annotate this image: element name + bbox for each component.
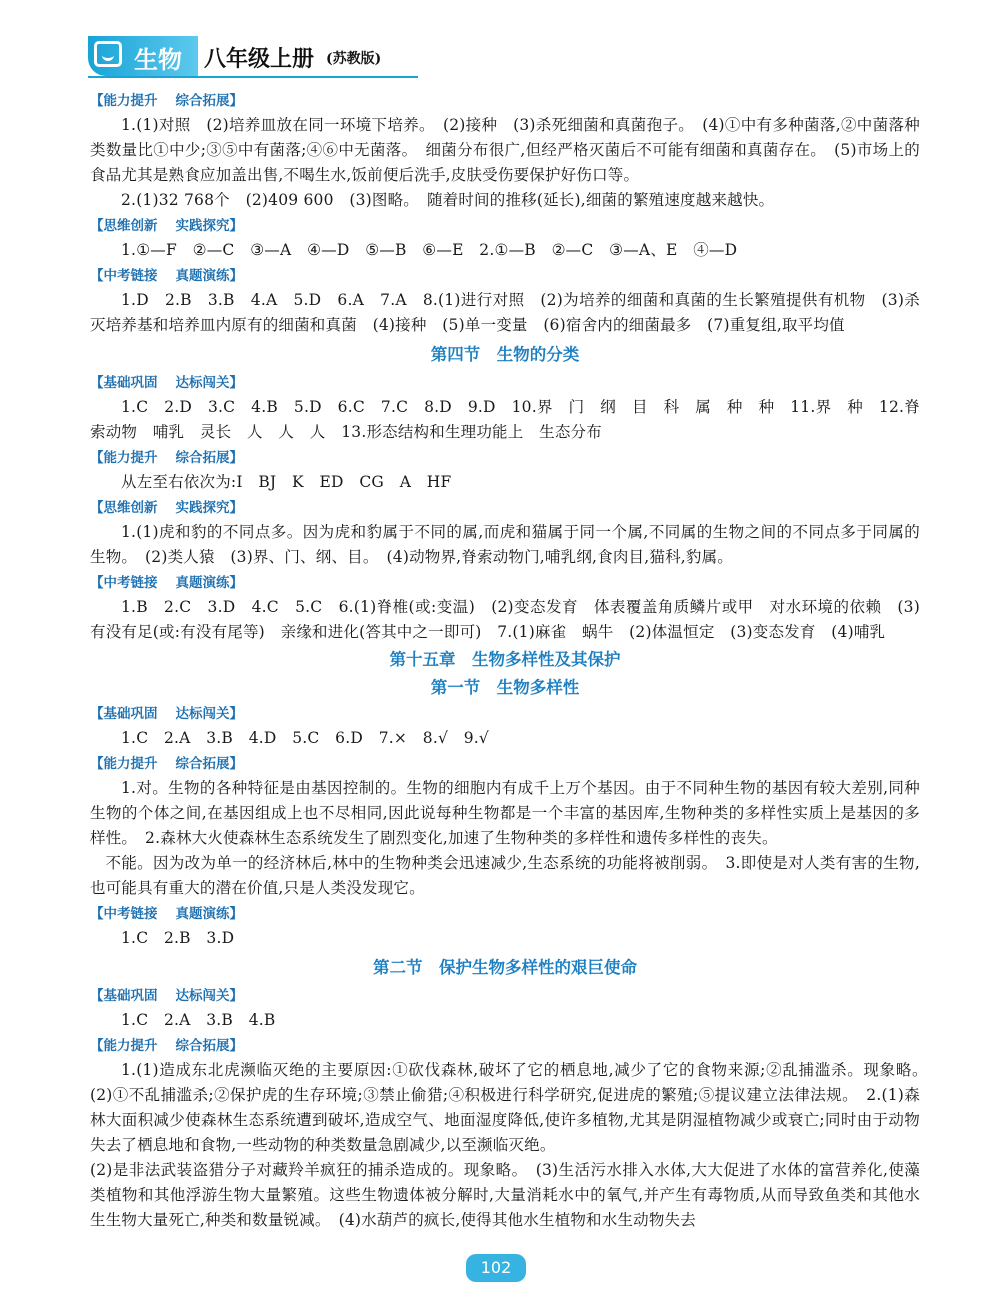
grade-label: 八年级上册 [204,46,315,72]
book-icon [94,41,122,67]
answer-paragraph: 从左至右依次为:I BJ K ED CG A HF [121,473,452,491]
section-tag-part-b: 综合拓展 [175,756,230,772]
section-tag-part-a: 能力提升 [103,756,158,772]
answer-paragraph: 1.(1)造成东北虎濒临灭绝的主要原因:①砍伐森林,破坏了它的栖息地,减少了它的食物来源;②乱捕滥杀。现象略。 (2)①不乱捕滥杀;②保护虎的生存环境;③禁止偷猎;④积极进行科学研究,促进虎的繁殖;⑤提议建立法律法规。 2.(1)森林大面积减少使森林生态系统遭到破坏,造成空气、地面湿度降低,使许多植物,尤其是阴湿植物减少或衰亡;同时由于动物失去了栖息地和食物,一些动物的种类数量急剧减少,以至濒临灭绝。 [90,1061,936,1154]
subject-label: 生物 [134,46,182,74]
page-header [0,14,520,74]
answer-paragraph: 1.D 2.B 3.B 4.A 5.D 6.A 7.A 8.(1)进行对照 (2)为培养的细菌和真菌的生长繁殖提供有机物 (3)杀灭培养基和培养皿内原有的细菌和真菌 (4)接种 (5)单一变量 (6)宿舍内的细菌最多 (7)重复组,取平均值 [90,291,920,334]
section-tag-part-a: 能力提升 [103,93,158,109]
section-tag: 【基础巩固 达标闯关】 [90,988,243,1004]
section-tag-part-b: 达标闯关 [175,375,230,391]
section-tag-part-a: 中考链接 [103,268,158,284]
section-tag-part-b: 真题演练 [175,575,230,591]
answer-paragraph: 1.C 2.A 3.B 4.D 5.C 6.D 7.× 8.√ 9.√ [121,729,489,747]
section-tag: 【中考链接 真题演练】 [90,906,243,922]
answer-paragraph: 2.(1)32 768个 (2)409 600 (3)图略。 随着时间的推移(延长),细菌的繁殖速度越来越快。 [121,191,775,209]
section-title: 第四节 生物的分类 [430,345,580,364]
answer-paragraph: 1.(1)对照 (2)培养皿放在同一环境下培养。 (2)接种 (3)杀死细菌和真菌孢子。 (4)①中有多种菌落,②中菌落种类数量比①中少;③⑤中有菌落;④⑥中无菌落。 细菌分布很广,但经严格灭菌后不可能有细菌和真菌存在。 (5)市场上的食品尤其是熟食应加盖出售,不喝生水,饭前便后洗手,皮肤受伤要保护好伤口等。 [90,116,920,184]
section-tag-part-b: 真题演练 [175,906,230,922]
answer-content [90,88,936,1233]
section-tag-part-b: 实践探究 [175,218,230,234]
section-tag-part-b: 真题演练 [175,268,230,284]
section-tag-part-a: 思维创新 [103,500,158,516]
section-tag-part-a: 中考链接 [103,906,158,922]
section-tag-part-b: 综合拓展 [175,1038,230,1054]
section-tag: 【基础巩固 达标闯关】 [90,706,243,722]
section-tag-part-a: 能力提升 [103,450,158,466]
answer-paragraph: 不能。因为改为单一的经济林后,林中的生物种类会迅速减少,生态系统的功能将被削弱。 3.即使是对人类有害的生物,也可能具有重大的潜在价值,只是人类没发现它。 [90,854,920,897]
answer-paragraph: 1.对。生物的各种特征是由基因控制的。生物的细胞内有成千上万个基因。由于不同种生物的基因有较大差别,同种生物的个体之间,在基因组成上也不尽相同,因此说每种生物都是一个丰富的基因库,生物种类的多样性实质上是基因的多样性。 2.森林大火使森林生态系统发生了剧烈变化,加速了生物种类的多样性和遗传多样性的丧失。 [90,779,920,847]
header-rule [88,76,418,78]
section-tag-part-a: 基础巩固 [103,375,158,391]
answer-paragraph: 1.C 2.D 3.C 4.B 5.D 6.C 7.C 8.D 9.D 10.界 门 纲 目 科 属 种 种 11.界 种 12.脊索动物 哺乳 灵长 人 人 人 13.形态结构和生理功能上 生态分布 [90,398,920,441]
answer-paragraph: 1.①—F ②—C ③—A ④—D ⑤—B ⑥—E 2.①—B ②—C ③—A、E ④—D [121,241,738,259]
section-tag: 【能力提升 综合拓展】 [90,756,243,772]
edition-label: (苏教版) [326,51,382,67]
section-tag-part-b: 综合拓展 [175,93,230,109]
section-tag-part-a: 基础巩固 [103,706,158,722]
chapter-title: 第十五章 生物多样性及其保护 [389,650,621,669]
section-tag-part-b: 达标闯关 [175,706,230,722]
section-tag: 【思维创新 实践探究】 [90,500,243,516]
section-tag-part-b: 实践探究 [175,500,230,516]
answer-paragraph: 1.C 2.A 3.B 4.B [121,1011,276,1029]
page-number: 102 [466,1254,526,1282]
section-tag: 【思维创新 实践探究】 [90,218,243,234]
section-tag: 【能力提升 综合拓展】 [90,450,243,466]
answer-paragraph: (2)是非法武装盗猎分子对藏羚羊疯狂的捕杀造成的。现象略。 (3)生活污水排入水体,大大促进了水体的富营养化,使藻类植物和其他浮游生物大量繁殖。这些生物遗体被分解时,大量消耗水中的氧气,并产生有毒物质,从而导致鱼类和其他水生生物大量死亡,种类和数量锐减。 (4)水葫芦的疯长,使得其他水生植物和水生动物失去 [90,1161,920,1229]
section-title: 第二节 保护生物多样性的艰巨使命 [373,958,637,977]
section-tag-part-a: 中考链接 [103,575,158,591]
section-tag-part-a: 能力提升 [103,1038,158,1054]
answer-paragraph: 1.B 2.C 3.D 4.C 5.C 6.(1)脊椎(或:变温) (2)变态发育 体表覆盖角质鳞片或甲 对水环境的依赖 (3)有没有足(或:有没有尾等) 亲缘和进化(答其中之一即可) 7.(1)麻雀 蜗牛 (2)体温恒定 (3)变态发育 (4)哺乳 [90,598,920,641]
answer-paragraph: 1.(1)虎和豹的不同点多。因为虎和豹属于不同的属,而虎和猫属于同一个属,不同属的生物之间的不同点多于同属的生物。 (2)类人猿 (3)界、门、纲、目。 (4)动物界,脊索动物门,哺乳纲,食肉目,猫科,豹属。 [90,523,920,566]
section-tag: 【中考链接 真题演练】 [90,575,243,591]
answer-paragraph: 1.C 2.B 3.D [121,929,235,947]
section-tag-part-b: 综合拓展 [175,450,230,466]
section-tag: 【能力提升 综合拓展】 [90,93,243,109]
section-tag-part-a: 思维创新 [103,218,158,234]
section-tag-part-b: 达标闯关 [175,988,230,1004]
chapter-title: 第一节 生物多样性 [430,678,580,697]
section-tag: 【能力提升 综合拓展】 [90,1038,243,1054]
section-tag: 【中考链接 真题演练】 [90,268,243,284]
section-tag: 【基础巩固 达标闯关】 [90,375,243,391]
section-tag-part-a: 基础巩固 [103,988,158,1004]
